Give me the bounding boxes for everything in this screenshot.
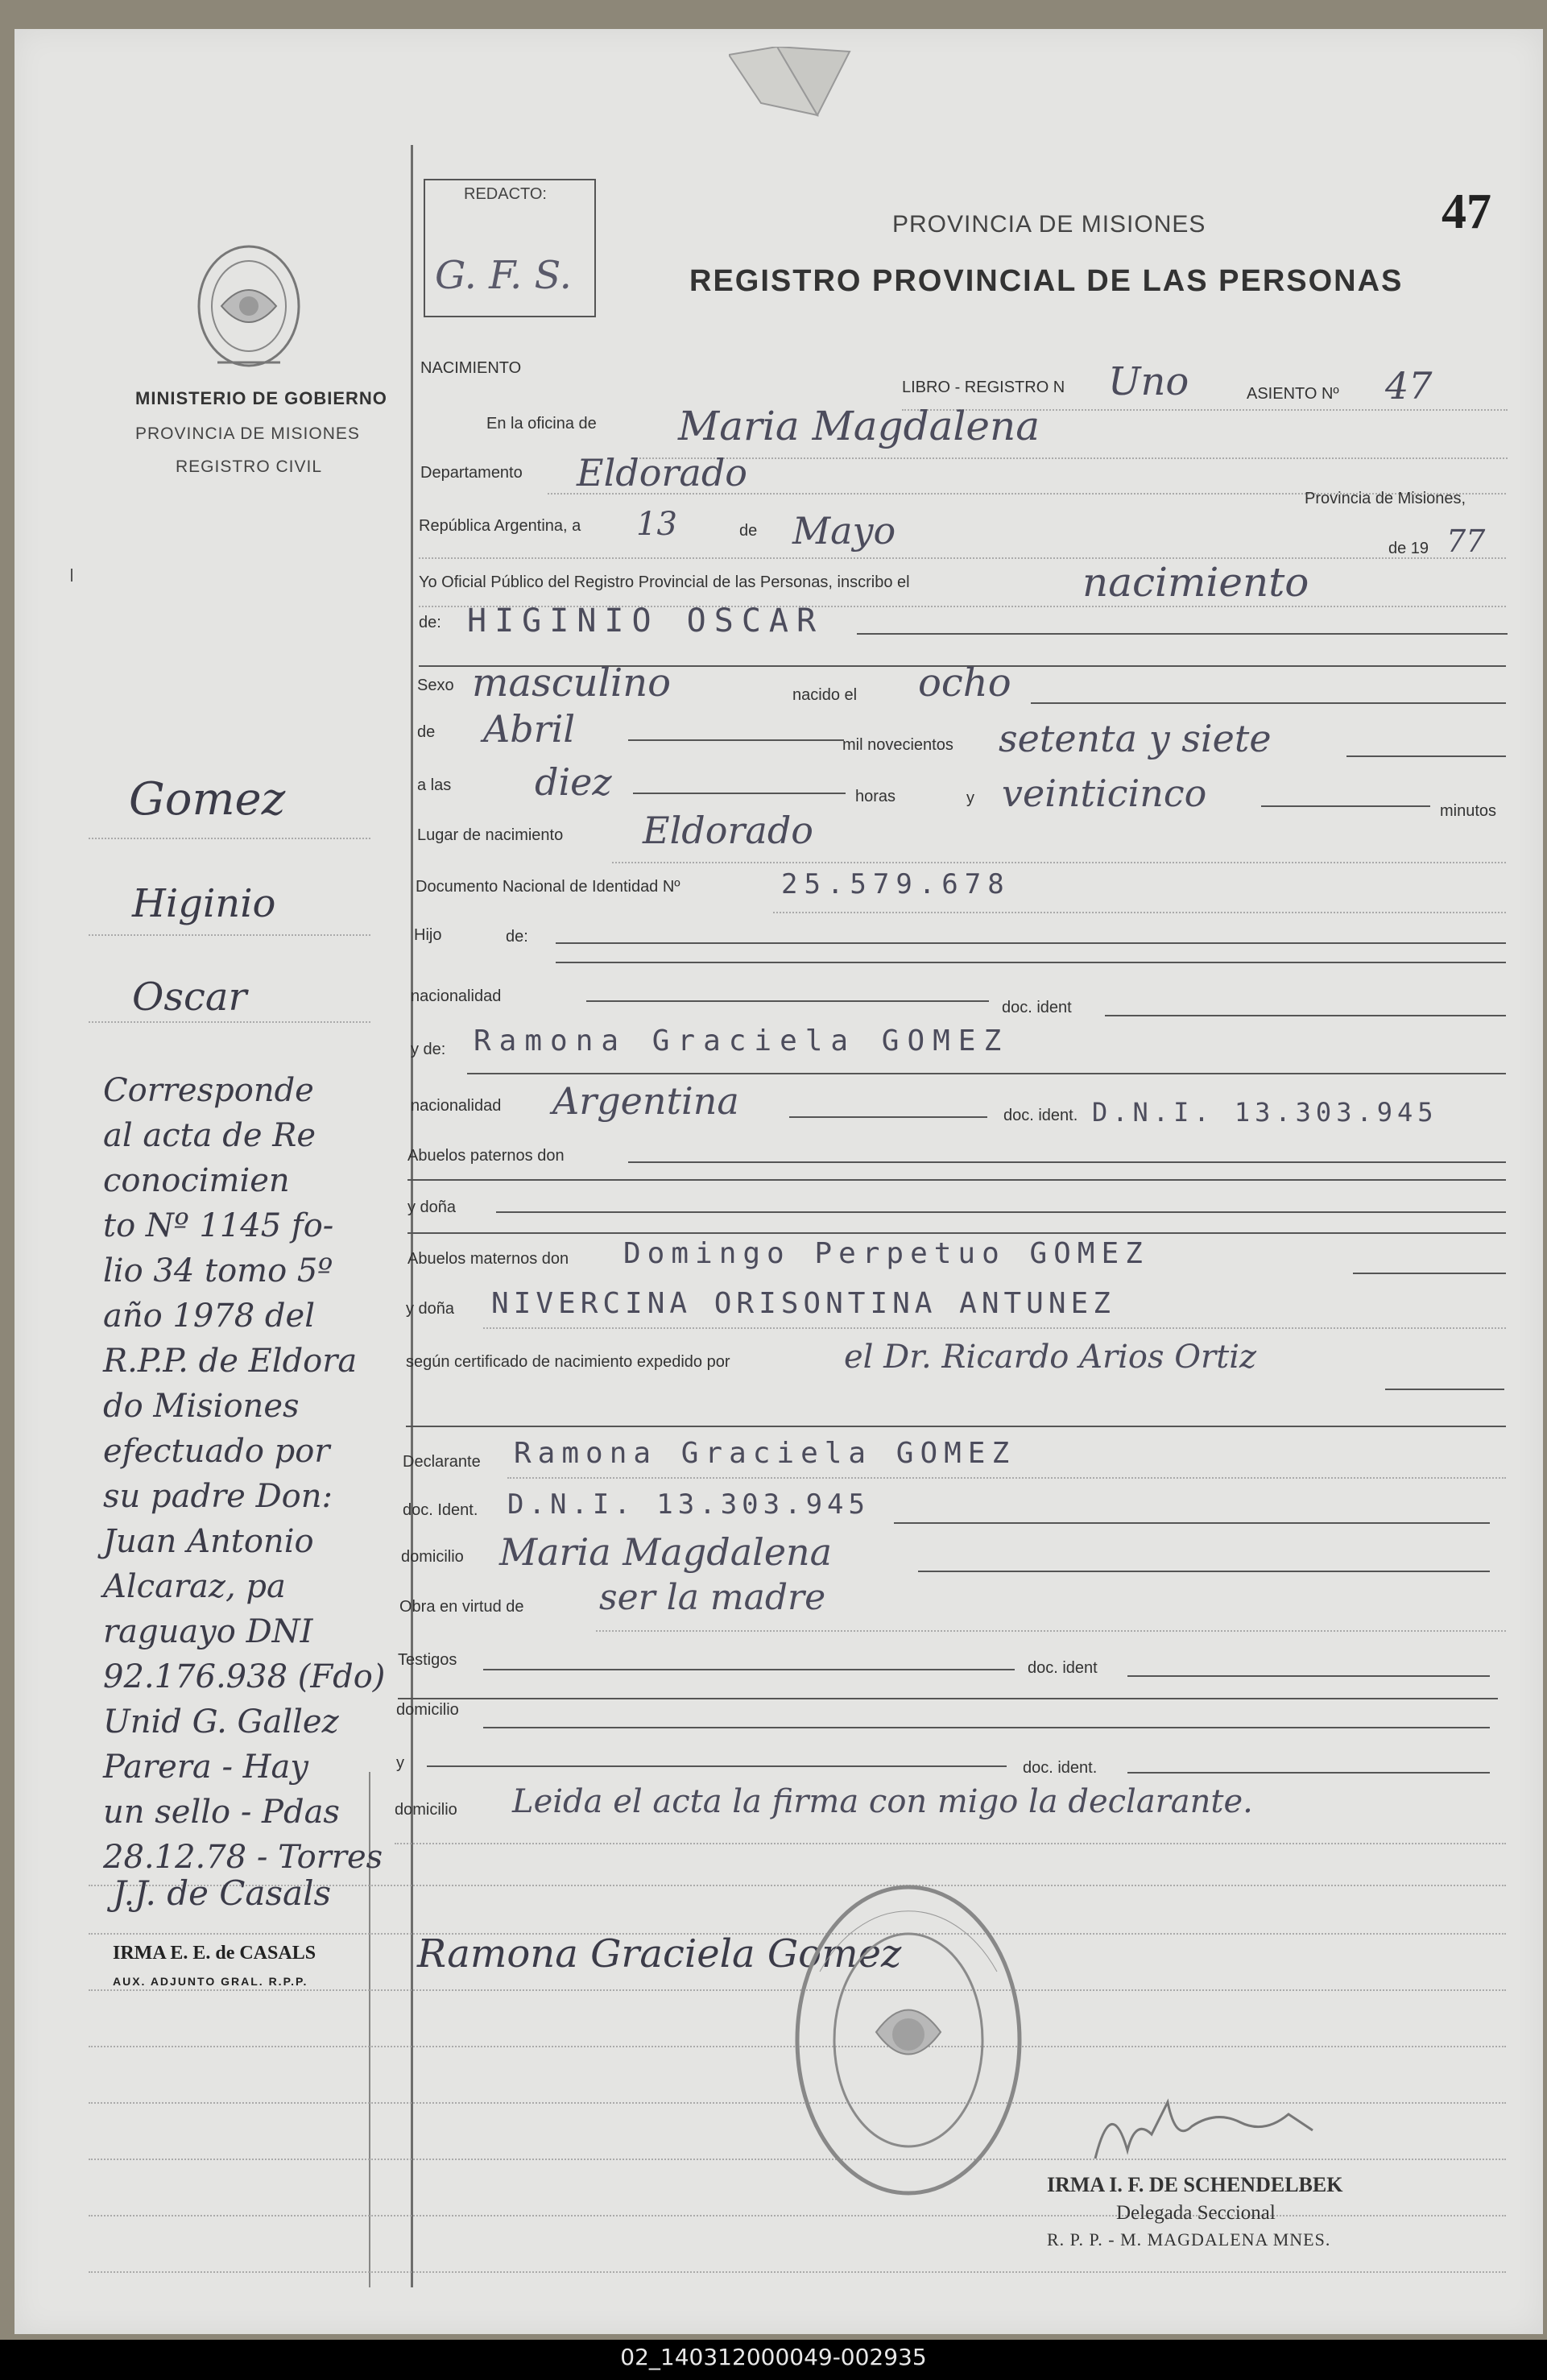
- leida-value: Leida el acta la firma con migo la declarante.: [512, 1783, 1253, 1820]
- doc-ident3-rule: [894, 1522, 1490, 1524]
- paper-fold: [729, 47, 874, 119]
- certificado-rule-2: [406, 1426, 1506, 1427]
- ruled-line: [89, 2271, 1506, 2273]
- mes-value: Mayo: [792, 509, 896, 553]
- annotation-line: do Misiones: [103, 1388, 300, 1425]
- republica-label: República Argentina, a: [419, 517, 581, 535]
- abuelos-maternos-label: Abuelos maternos don: [407, 1250, 569, 1268]
- y2-label: y: [396, 1754, 404, 1772]
- obra-value: ser la madre: [599, 1577, 826, 1618]
- sexo-label: Sexo: [417, 677, 454, 694]
- lugar-value: Eldorado: [643, 809, 813, 852]
- lugar-label: Lugar de nacimiento: [417, 826, 564, 844]
- libro-value: Uno: [1108, 359, 1189, 404]
- nacionalidad-label: nacionalidad: [411, 987, 502, 1005]
- ydona-rule: [496, 1211, 1506, 1213]
- annotation-line: to Nº 1145 fo-: [103, 1207, 334, 1244]
- testigos-label: Testigos: [398, 1651, 457, 1669]
- leida-rule: [395, 1843, 1506, 1844]
- dni-value: 25.579.678: [781, 868, 1011, 900]
- asiento-value: 47: [1385, 364, 1433, 408]
- margin-rule: [89, 1021, 370, 1023]
- ministry-province: PROVINCIA DE MISIONES: [135, 424, 360, 443]
- annotation-line: Alcaraz, pa: [103, 1568, 286, 1605]
- domicilio-rule: [918, 1571, 1490, 1572]
- ydona-label: y doña: [407, 1198, 457, 1216]
- hijo-de-label: de:: [506, 928, 528, 946]
- abuela-materna-value: NIVERCINA ORISONTINA ANTUNEZ: [491, 1287, 1115, 1320]
- obra-rule: [596, 1630, 1506, 1632]
- annotation-line: 28.12.78 - Torres: [103, 1839, 383, 1876]
- redacto-label: REDACTO:: [464, 185, 547, 203]
- registry-title: REGISTRO PROVINCIAL DE LAS PERSONAS: [689, 264, 1404, 298]
- y-label: y: [966, 789, 974, 807]
- doc-ident5-label: doc. ident.: [1023, 1759, 1098, 1777]
- annotation-line: año 1978 del: [103, 1298, 315, 1335]
- declarante-signature: Ramona Graciela Gomez: [417, 1931, 902, 1976]
- official-office: R. P. P. - M. MAGDALENA MNES.: [1047, 2229, 1331, 2250]
- nacido-value: ocho: [918, 660, 1011, 706]
- testigos-rule: [483, 1669, 1015, 1670]
- doc-ident4-label: doc. ident: [1028, 1659, 1098, 1677]
- declarante-rule: [507, 1477, 1506, 1479]
- doc-ident-label: doc. ident: [1002, 999, 1072, 1016]
- anio-nac-value: setenta y siete: [999, 717, 1272, 760]
- redacto-initials: G. F. S.: [435, 253, 572, 298]
- annotation-line: Corresponde: [103, 1072, 314, 1109]
- doc-ident5-rule: [1127, 1772, 1490, 1774]
- abuelos-paternos-label: Abuelos paternos don: [407, 1147, 565, 1165]
- doc-ident2-label: doc. ident.: [1003, 1107, 1078, 1124]
- nacionalidad-rule: [586, 1000, 989, 1002]
- hijo-rule-2: [556, 962, 1506, 963]
- y2-rule: [427, 1765, 1007, 1767]
- abuelo-materno-value: Domingo Perpetuo GOMEZ: [623, 1237, 1149, 1270]
- annotation-line: Unid G. Gallez: [103, 1703, 339, 1741]
- lugar-rule: [612, 862, 1506, 863]
- sexo-value: masculino: [472, 660, 672, 706]
- margin-annotation: [103, 1068, 393, 1880]
- yde-label: y de:: [411, 1041, 446, 1058]
- nacido-label: nacido el: [792, 686, 858, 704]
- dni-rule: [773, 912, 1506, 913]
- annotation-line: Parera - Hay: [103, 1749, 308, 1786]
- annotation-line: un sello - Pdas: [103, 1794, 340, 1831]
- doc-ident3-value: D.N.I. 13.303.945: [507, 1488, 870, 1521]
- obra-label: Obra en virtud de: [399, 1598, 524, 1616]
- annotation-line: lio 34 tomo 5º: [103, 1252, 333, 1289]
- minutos-value: veinticinco: [1002, 772, 1207, 815]
- annotation-line: Juan Antonio: [103, 1523, 314, 1560]
- de2-label: de: [417, 723, 436, 741]
- testigos-rule-2: [398, 1698, 1498, 1699]
- oficina-value: Maria Magdalena: [678, 403, 1040, 449]
- oficina-rule: [636, 457, 1508, 459]
- madre-value: Ramona Graciela GOMEZ: [474, 1024, 1010, 1058]
- declarante-value: Ramona Graciela GOMEZ: [514, 1437, 1016, 1470]
- official-seal-icon: [788, 1875, 1029, 2205]
- dia-value: 13: [636, 506, 677, 543]
- margin-first-name: Higinio: [132, 881, 276, 926]
- oficial-value: nacimiento: [1082, 559, 1309, 606]
- annotation-line: 92.176.938 (Fdo): [103, 1658, 386, 1695]
- domicilio3-label: domicilio: [395, 1801, 457, 1819]
- provincia-label: Provincia de Misiones,: [1305, 490, 1466, 507]
- oficial-text: Yo Oficial Público del Registro Provincial de las Personas, inscribo el: [419, 573, 910, 591]
- ydona-rule-2: [407, 1232, 1506, 1234]
- nacionalidad2-rule: [789, 1116, 987, 1118]
- fecha-rule: [419, 557, 1506, 559]
- dni-label: Documento Nacional de Identidad Nº: [416, 878, 680, 896]
- margin-tick: [71, 569, 72, 582]
- anio-value: 77: [1446, 524, 1486, 559]
- domicilio2-rule: [483, 1727, 1490, 1728]
- ruled-line: [89, 2215, 1506, 2217]
- nacionalidad2-value: Argentina: [552, 1079, 739, 1123]
- asiento-label: ASIENTO Nº: [1247, 385, 1339, 403]
- annotation-line: al acta de Re: [103, 1117, 316, 1154]
- domicilio-value: Maria Magdalena: [499, 1530, 833, 1574]
- nacido-rule: [1031, 702, 1506, 704]
- margin-surname: Gomez: [129, 773, 286, 826]
- declarante-label: Declarante: [403, 1453, 481, 1471]
- coat-of-arms-icon: [193, 242, 304, 370]
- horas-rule: [633, 793, 846, 794]
- margin-stamp-title: AUX. ADJUNTO GRAL. R.P.P.: [113, 1975, 308, 1988]
- doc-ident4-rule: [1127, 1675, 1490, 1677]
- hijo-label: Hijo: [414, 926, 442, 944]
- minutos-rule: [1261, 805, 1430, 807]
- mil-label: mil novecientos: [842, 736, 953, 754]
- annotation-line: raguayo DNI: [103, 1613, 313, 1650]
- annotation-line: su padre Don:: [103, 1478, 333, 1515]
- certificado-value: el Dr. Ricardo Arios Ortiz: [844, 1339, 1257, 1376]
- de-colon-label: de:: [419, 614, 441, 631]
- horas-label: horas: [855, 788, 896, 805]
- madre-rule: [467, 1073, 1506, 1074]
- doc-ident2-value: D.N.I. 13.303.945: [1092, 1097, 1438, 1128]
- abuela-materna-rule: [483, 1327, 1506, 1329]
- certificado-rule: [1385, 1389, 1504, 1390]
- mes-nac-rule: [628, 739, 844, 741]
- doc-ident-rule: [1105, 1015, 1506, 1016]
- abuelos-paternos-rule-2: [407, 1179, 1506, 1181]
- abuelo-materno-rule: [1353, 1273, 1506, 1274]
- redacto-box: [424, 179, 596, 317]
- margin-rule: [89, 838, 370, 839]
- civil-registry: REGISTRO CIVIL: [176, 457, 323, 476]
- hijo-rule: [556, 942, 1506, 944]
- official-title: Delegada Seccional: [1116, 2202, 1276, 2224]
- annotation-line: conocimien: [103, 1162, 290, 1199]
- minutos-label: minutos: [1440, 802, 1497, 820]
- domicilio2-label: domicilio: [396, 1701, 459, 1719]
- margin-middle-name: Oscar: [132, 975, 247, 1020]
- departamento-label: Departamento: [420, 464, 523, 482]
- doc-ident3-label: doc. Ident.: [403, 1501, 478, 1519]
- margin-stamp-name: IRMA E. E. de CASALS: [113, 1943, 316, 1964]
- mes-nac-value: Abril: [483, 707, 576, 751]
- official-name: IRMA I. F. DE SCHENDELBEK: [1047, 2173, 1343, 2196]
- nombre-value: HIGINIO OSCAR: [467, 602, 825, 639]
- margin-rule: [89, 934, 370, 936]
- domicilio-label: domicilio: [401, 1548, 464, 1566]
- annotation-line: R.P.P. de Eldora: [103, 1343, 358, 1380]
- abuelos-paternos-rule: [628, 1161, 1506, 1163]
- ministry-name: MINISTERIO DE GOBIERNO: [135, 388, 387, 408]
- margin-signature: J.J. de Casals: [113, 1873, 332, 1913]
- official-signature-icon: [1079, 2086, 1337, 2175]
- oficina-label: En la oficina de: [486, 415, 597, 433]
- nacimiento-label: NACIMIENTO: [420, 359, 522, 377]
- horas-value: diez: [535, 760, 612, 804]
- annotation-line: efectuado por: [103, 1433, 330, 1470]
- anio-nac-rule: [1346, 755, 1506, 757]
- image-caption: 02_140312000049-002935: [620, 2344, 927, 2370]
- departamento-value: Eldorado: [577, 451, 747, 495]
- ydona2-label: y doña: [406, 1300, 455, 1318]
- nombre-rule: [857, 633, 1508, 635]
- de-label: de: [739, 522, 758, 540]
- province-heading: PROVINCIA DE MISIONES: [892, 211, 1206, 238]
- alas-label: a las: [417, 776, 452, 794]
- certificado-label: según certificado de nacimiento expedido por: [406, 1353, 730, 1371]
- anio-label: de 19: [1388, 540, 1429, 557]
- nacionalidad2-label: nacionalidad: [411, 1097, 502, 1115]
- page-number: 47: [1442, 184, 1491, 239]
- libro-label: LIBRO - REGISTRO N: [902, 379, 1065, 396]
